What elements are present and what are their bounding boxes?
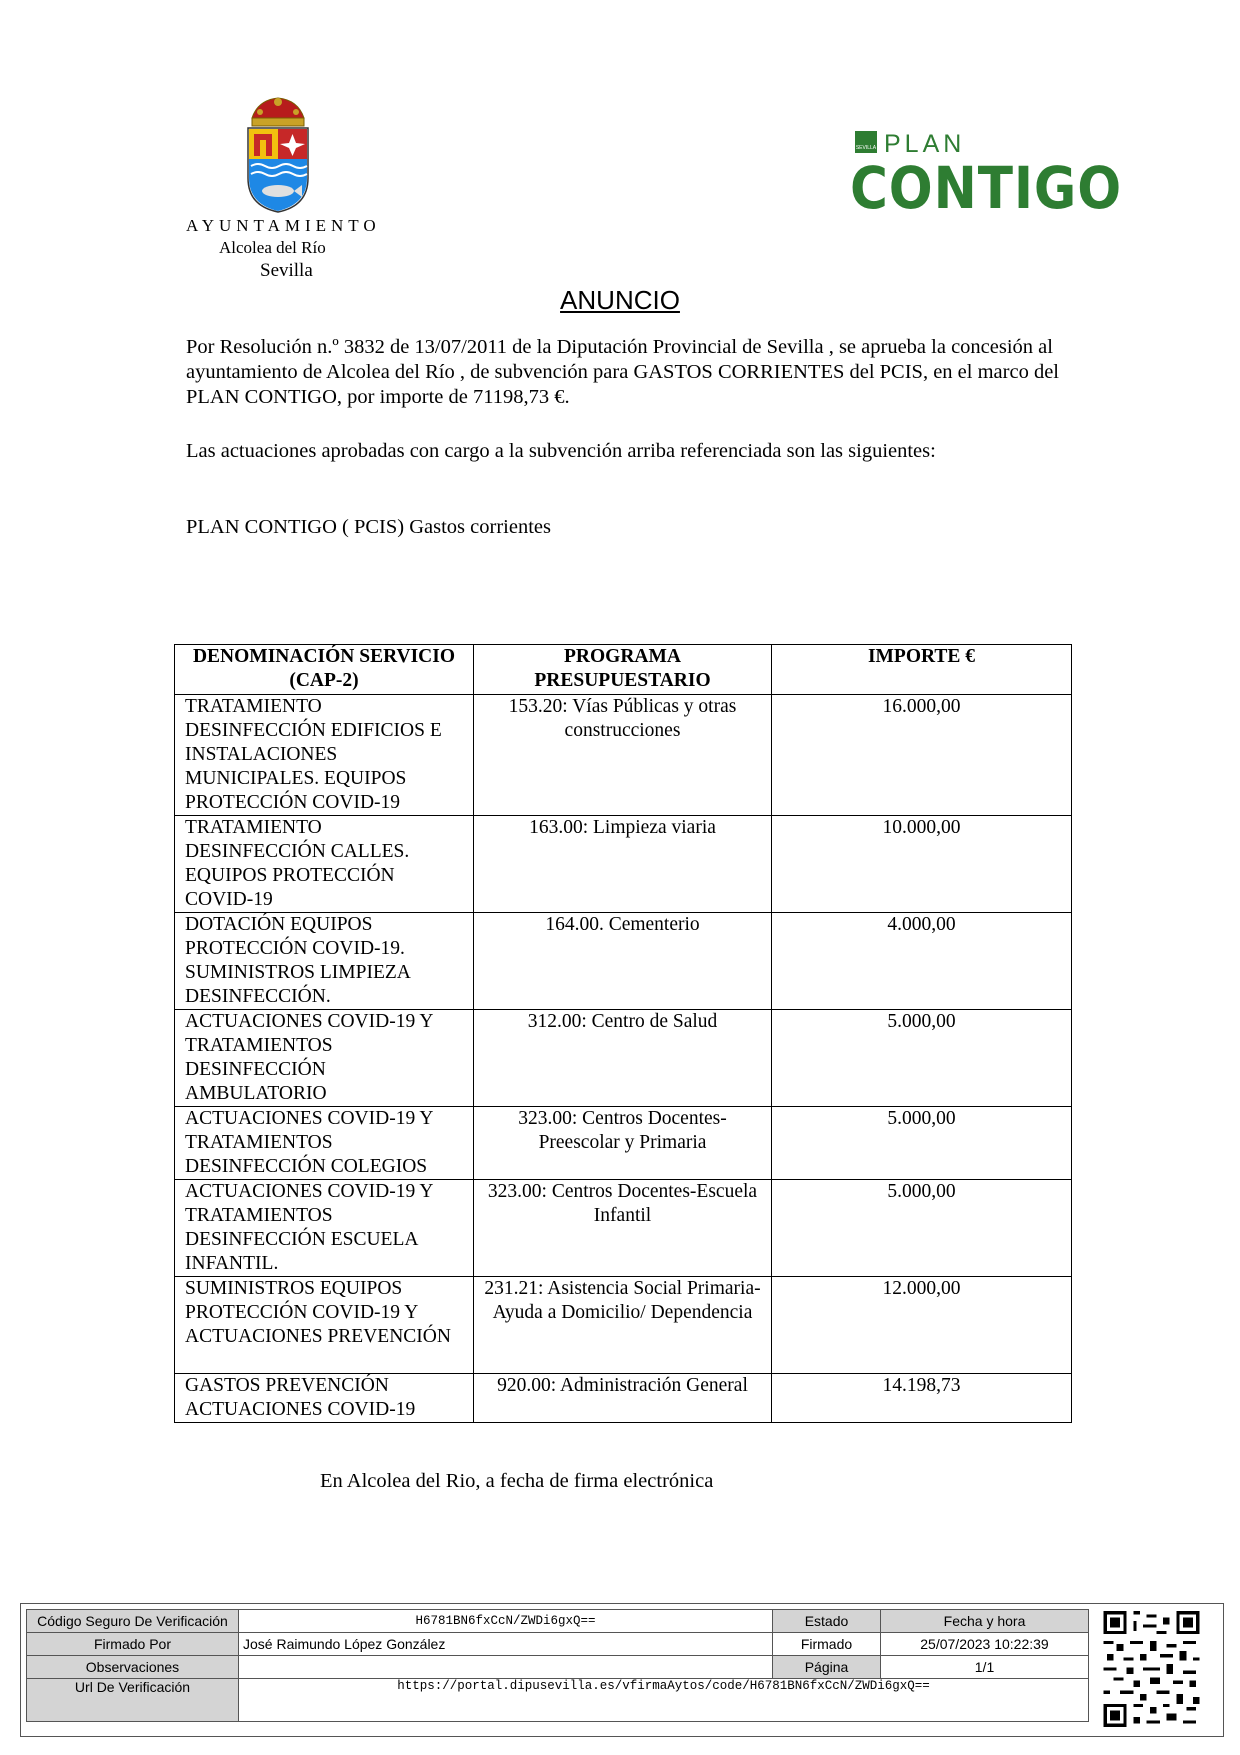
column-header-amount: IMPORTE € (772, 645, 1072, 695)
amount-cell: 4.000,00 (772, 913, 1072, 1010)
url-value[interactable]: https://portal.dipusevilla.es/vfirmaAytos/code/H6781BN6fxCcN/ZWDi6gxQ== (239, 1679, 1089, 1722)
service-cell: DOTACIÓN EQUIPOS PROTECCIÓN COVID-19. SUMINISTROS LIMPIEZA DESINFECCIÓN. (175, 913, 474, 1010)
program-cell: 153.20: Vías Públicas y otras construcciones (474, 695, 772, 816)
estado-value: Firmado (773, 1633, 881, 1656)
amount-cell: 5.000,00 (772, 1010, 1072, 1107)
list-intro-paragraph: Las actuaciones aprobadas con cargo a la subvención arriba referenciada son las siguientes: (186, 440, 936, 462)
column-header-service: DENOMINACIÓN SERVICIO (CAP-2) (175, 645, 474, 695)
amount-cell: 10.000,00 (772, 816, 1072, 913)
actions-table (174, 644, 1072, 1423)
table-row (175, 1277, 1072, 1374)
closing-line: En Alcolea del Rio, a fecha de firma electrónica (320, 1470, 714, 1492)
verification-table (26, 1609, 1089, 1722)
table-row (175, 695, 1072, 816)
amount-cell: 16.000,00 (772, 695, 1072, 816)
program-cell: 164.00. Cementerio (474, 913, 772, 1010)
service-cell: TRATAMIENTO DESINFECCIÓN EDIFICIOS E INSTALACIONES MUNICIPALES. EQUIPOS PROTECCIÓN COVID-19 (175, 695, 474, 816)
table-row (175, 816, 1072, 913)
pagina-value: 1/1 (881, 1656, 1089, 1679)
service-cell: SUMINISTROS EQUIPOS PROTECCIÓN COVID-19 Y ACTUACIONES PREVENCIÓN (175, 1277, 474, 1374)
intro-paragraph: Por Resolución n.º 3832 de 13/07/2011 de la Diputación Provincial de Sevilla , se aprueba la concesión al ayuntamiento de Alcolea del Río , de subvención para GASTOS CORRIENTES del PCIS, en el marco del PLAN CONTIGO, por importe de 71198,73 €. (186, 336, 1059, 408)
service-cell: GASTOS PREVENCIÓN ACTUACIONES COVID-19 (175, 1374, 474, 1423)
program-cell: 231.21: Asistencia Social Primaria- Ayuda a Domicilio/ Dependencia (474, 1277, 772, 1374)
service-cell: ACTUACIONES COVID-19 Y TRATAMIENTOS DESINFECCIÓN AMBULATORIO (175, 1010, 474, 1107)
program-cell: 323.00: Centros Docentes-Preescolar y Primaria (474, 1107, 772, 1180)
url-label: Url De Verificación (27, 1679, 239, 1722)
observaciones-value (239, 1656, 773, 1679)
table-row (175, 1180, 1072, 1277)
fecha-value: 25/07/2023 10:22:39 (881, 1633, 1089, 1656)
table-row (175, 1374, 1072, 1423)
verification-row (27, 1610, 1089, 1633)
town-name: Alcolea del Río (219, 238, 326, 257)
program-cell: 323.00: Centros Docentes-Escuela Infantil (474, 1180, 772, 1277)
verification-row (27, 1679, 1089, 1722)
table-row (175, 913, 1072, 1010)
csv-label: Código Seguro De Verificación (27, 1610, 239, 1633)
verification-row (27, 1633, 1089, 1656)
service-cell: TRATAMIENTO DESINFECCIÓN CALLES. EQUIPOS PROTECCIÓN COVID-19 (175, 816, 474, 913)
firmado-por-value: José Raimundo López González (239, 1633, 773, 1656)
institution-name: AYUNTAMIENTO (186, 216, 381, 235)
amount-cell: 14.198,73 (772, 1374, 1072, 1423)
csv-value: H6781BN6fxCcN/ZWDi6gxQ== (239, 1610, 773, 1633)
plan-contigo-logo (850, 128, 1125, 218)
service-cell: ACTUACIONES COVID-19 Y TRATAMIENTOS DESINFECCIÓN COLEGIOS (175, 1107, 474, 1180)
amount-cell: 5.000,00 (772, 1180, 1072, 1277)
column-header-program: PROGRAMA PRESUPUESTARIO (474, 645, 772, 695)
logo-contigo-text: CONTIGO (850, 154, 1122, 218)
fecha-label: Fecha y hora (881, 1610, 1089, 1633)
table-header-row (175, 645, 1072, 695)
amount-cell: 12.000,00 (772, 1277, 1072, 1374)
amount-cell: 5.000,00 (772, 1107, 1072, 1180)
table-row (175, 1010, 1072, 1107)
qr-code-icon (1103, 1611, 1200, 1727)
verification-row (27, 1656, 1089, 1679)
observaciones-label: Observaciones (27, 1656, 239, 1679)
program-cell: 163.00: Limpieza viaria (474, 816, 772, 913)
service-cell: ACTUACIONES COVID-19 Y TRATAMIENTOS DESINFECCIÓN ESCUELA INFANTIL. (175, 1180, 474, 1277)
program-cell: 920.00: Administración General (474, 1374, 772, 1423)
page-title: ANUNCIO (560, 285, 680, 315)
plan-line: PLAN CONTIGO ( PCIS) Gastos corrientes (186, 516, 551, 538)
province-name: Sevilla (260, 260, 313, 281)
firmado-por-label: Firmado Por (27, 1633, 239, 1656)
logo-badge-text: SEVILLA (855, 145, 877, 151)
coat-of-arms-icon (238, 96, 318, 214)
estado-label: Estado (773, 1610, 881, 1633)
table-row (175, 1107, 1072, 1180)
pagina-label: Página (773, 1656, 881, 1679)
logo-plan-text: PLAN (884, 130, 966, 158)
program-cell: 312.00: Centro de Salud (474, 1010, 772, 1107)
